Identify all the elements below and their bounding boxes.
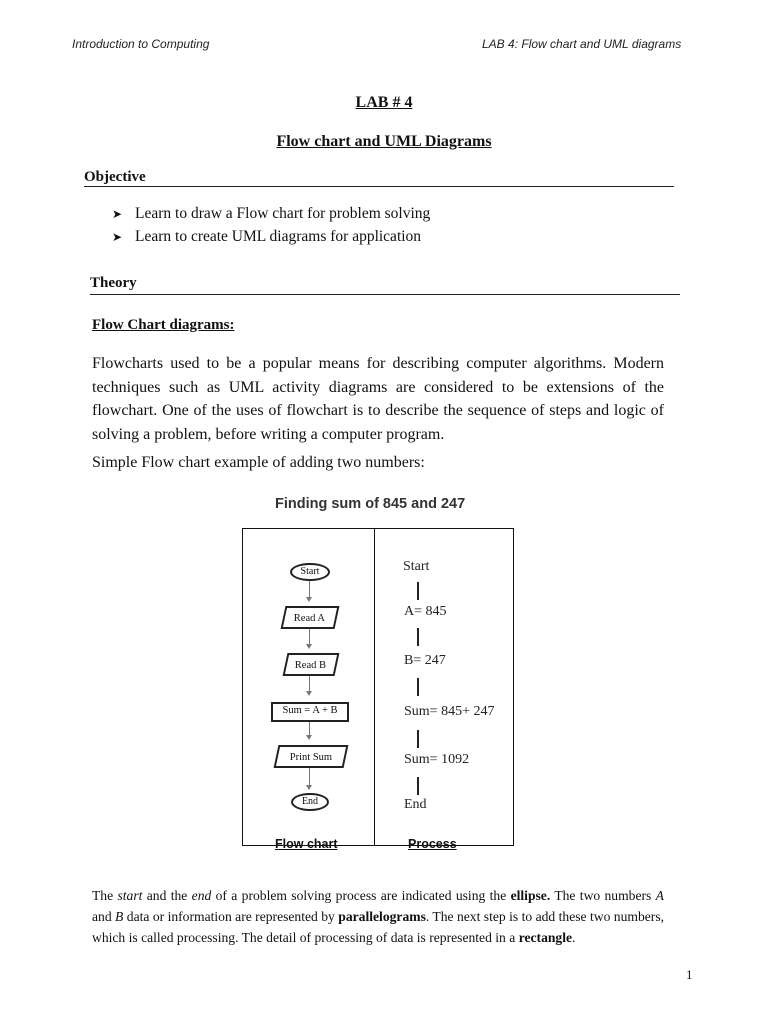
process-step: Sum= 1092 [404,752,470,767]
flow-connector [309,676,310,692]
flow-connector [309,768,310,786]
arrow-down-icon [306,691,312,696]
figure-frame [242,528,514,846]
process-step: Sum= 845+ 247 [404,704,495,719]
arrow-down-icon [306,597,312,602]
arrow-down-icon [306,644,312,649]
process-step: A= 845 [404,604,447,619]
process-step: Start [403,559,430,574]
objective-item: ➤ Learn to draw a Flow chart for problem solving [112,205,431,222]
arrow-down-icon [306,785,312,790]
figure-divider [374,528,375,846]
arrow-bullet-icon: ➤ [112,230,123,244]
process-connector [417,730,419,748]
process-connector [417,582,419,600]
theory-paragraph: Flowcharts used to be a popular means for describing computer algorithms. Modern techniques such as UML activity diagrams are considered to be extensions of the flowchart. One of the uses of flowchart is to describe the sequence of steps and logic of solving a problem, before writing a computer program. [92,355,664,443]
process-connector [417,777,419,795]
header-lab-title: LAB 4: Flow chart and UML diagrams [482,37,682,51]
document-title: Flow chart and UML Diagrams [276,133,492,150]
example-intro: Simple Flow chart example of adding two numbers: [92,454,425,471]
process-step: B= 247 [404,653,446,668]
process-connector [417,678,419,696]
flowchart-start-ellipse: Start [290,563,330,581]
page-number: 1 [686,967,693,982]
objective-heading: Objective [84,169,146,185]
flowchart-caption: Flow chart [275,837,338,851]
theory-rule [90,294,680,295]
flow-connector [309,629,310,645]
process-caption: Process [408,837,457,851]
lab-number-title: LAB # 4 [355,94,413,111]
flowchart-print-parallelogram: Print Sum [274,745,349,768]
theory-heading: Theory [90,275,137,291]
arrow-bullet-icon: ➤ [112,207,123,221]
flowchart-sum-rectangle: Sum = A + B [271,702,349,722]
flow-connector [309,581,310,598]
objective-item: ➤ Learn to create UML diagrams for application [112,228,422,245]
header-course-title: Introduction to Computing [72,37,210,51]
flowchart-read-a-parallelogram: Read A [281,606,340,629]
flow-connector [309,722,310,736]
arrow-down-icon [306,735,312,740]
process-connector [417,628,419,646]
flowchart-end-ellipse: End [291,793,329,811]
objective-rule [84,186,674,187]
figure-title: Finding sum of 845 and 247 [275,496,466,512]
explanation-paragraph: The start and the end of a problem solving process are indicated using the ellipse. The two numbers A and B data or information are represented by parallelograms. The next step is to add these two numbers, which is called processing. The detail of processing of data is represented in a rectangle. [92,888,665,946]
flowchart-read-b-parallelogram: Read B [283,653,340,676]
flowchart-subheading: Flow Chart diagrams: [92,317,235,333]
process-step: End [404,797,427,812]
